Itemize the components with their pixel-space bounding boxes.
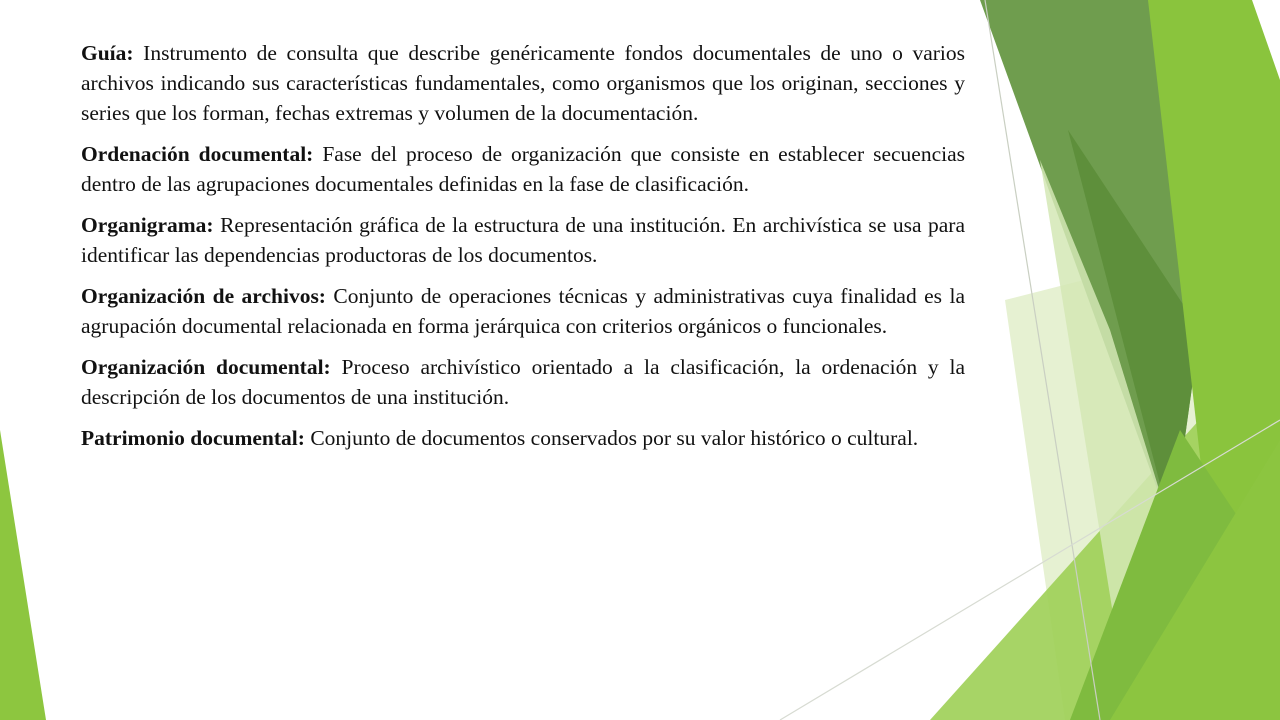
glossary-entry-guia	[81, 38, 965, 128]
entry-term: Organización de archivos:	[81, 284, 326, 308]
glossary-entry-organizacion-archivos	[81, 281, 965, 341]
entry-definition: Instrumento de consulta que describe genéricamente fondos documentales de uno o varios archivos indicando sus características fundamentales, como organismos que los originan, secciones y series que los forman, fechas extremas y volumen de la documentación.	[81, 41, 965, 125]
entry-definition: Fase del proceso de organización que consiste en establecer secuencias dentro de las agrupaciones documentales definidas en la fase de clasificación.	[81, 142, 966, 196]
glossary-entry-organigrama	[81, 210, 965, 270]
glossary-content	[81, 38, 965, 464]
entry-definition: Conjunto de documentos conservados por su valor histórico o cultural.	[304, 426, 919, 450]
entry-term: Patrimonio documental:	[81, 426, 305, 450]
glossary-entry-ordenacion-documental	[81, 139, 965, 199]
entry-term: Ordenación documental:	[81, 142, 314, 166]
entry-term: Organización documental:	[81, 355, 331, 379]
entry-term: Guía:	[81, 41, 134, 65]
glossary-entry-organizacion-documental	[81, 352, 965, 412]
entry-definition: Conjunto de operaciones técnicas y administrativas cuya finalidad es la agrupación documental relacionada en forma jerárquica con criterios orgánicos o funcionales.	[81, 284, 965, 338]
entry-definition: Representación gráfica de la estructura de una institución. En archivística se usa para identificar las dependencias productoras de los documentos.	[81, 213, 965, 267]
entry-definition: Proceso archivístico orientado a la clasificación, la ordenación y la descripción de los documentos de una institución.	[81, 355, 966, 409]
left-green-sliver	[0, 430, 46, 720]
glossary-entry-patrimonio-documental	[81, 423, 965, 453]
entry-term: Organigrama:	[81, 213, 214, 237]
